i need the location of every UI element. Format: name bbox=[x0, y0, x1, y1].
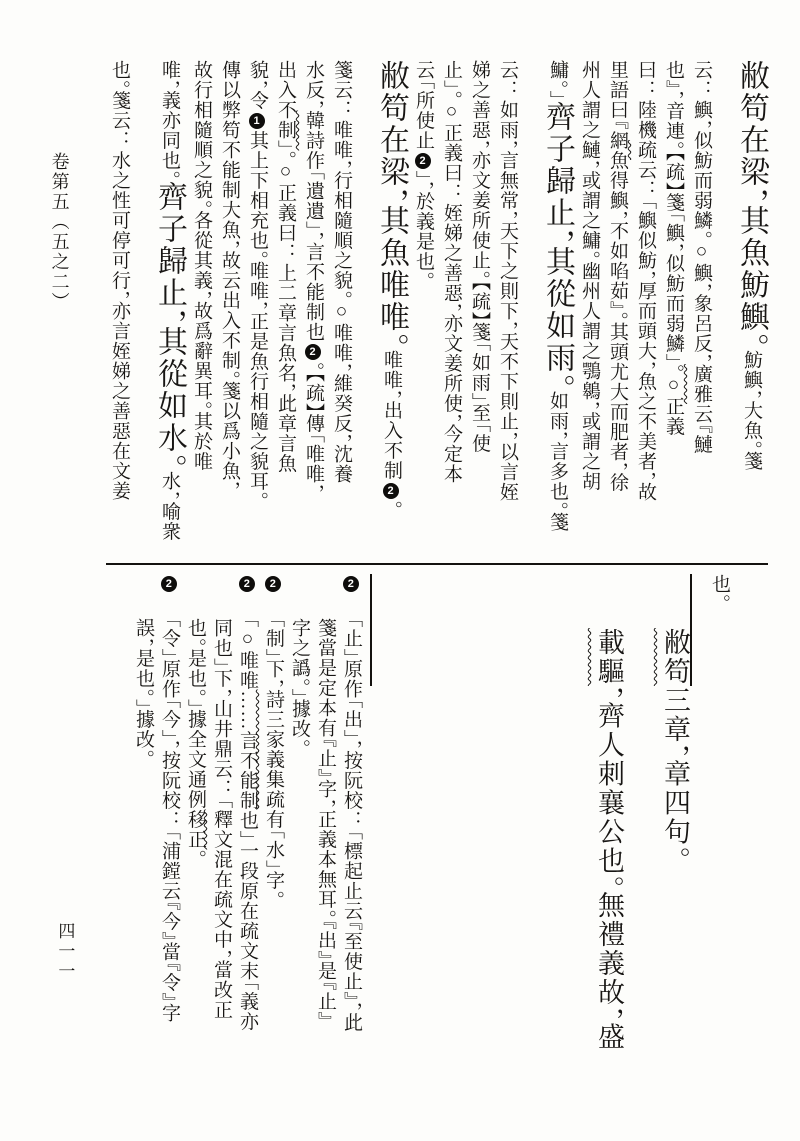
text-column bbox=[438, 60, 464, 562]
bottom-register bbox=[106, 574, 768, 1066]
text-column bbox=[632, 60, 658, 562]
text-column bbox=[206, 574, 232, 1066]
text-run: 齊子歸止，其從如水。 bbox=[153, 181, 186, 471]
text-run: 云「所使止 bbox=[413, 60, 434, 151]
text-run: 齊子歸止，其從如雨。 bbox=[541, 101, 574, 391]
text-run: 云『鰱 bbox=[691, 404, 712, 455]
text-run: 故行相隨順之貌。各從其義，故爲辭異耳。其於唯 bbox=[191, 60, 212, 472]
text-run: 。 bbox=[381, 500, 402, 511]
text-run: 娣之善惡，亦文姜所使止。【疏】箋「如雨」至「使 bbox=[469, 60, 490, 454]
text-column bbox=[328, 60, 354, 562]
text-column bbox=[232, 574, 258, 1066]
text-run: 唯唯，出入不制 bbox=[381, 350, 402, 481]
text-column bbox=[216, 60, 242, 562]
text-run: 也。是也。」據全文通例移正。 bbox=[185, 618, 206, 860]
text-column bbox=[716, 60, 768, 562]
text-run: 鱅。」 bbox=[547, 60, 568, 101]
text-run: 「止」原作「出」，按阮校：「標起止云『至使止』，此 bbox=[341, 618, 362, 1033]
text-run: 字之譌。」據改。 bbox=[289, 618, 310, 750]
text-column bbox=[188, 60, 214, 562]
text-column bbox=[258, 574, 284, 1066]
text-run: 同也」下，山井鼎云：「 bbox=[211, 618, 232, 810]
book-title-text: 詩三家義集疏 bbox=[263, 689, 284, 810]
text-column bbox=[244, 60, 270, 562]
text-run: 三章，章四句。 bbox=[660, 686, 690, 862]
collation-note-marker: 2 bbox=[161, 576, 177, 592]
book-title-text: 釋文 bbox=[211, 809, 232, 850]
text-column bbox=[106, 60, 132, 562]
book-title-text: 載驅 bbox=[594, 628, 624, 686]
page-number: 四一一 bbox=[55, 922, 75, 982]
text-run: 箋云：唯唯，行相隨順之貌。○唯唯，維癸反，沈養 bbox=[331, 60, 352, 484]
text-column bbox=[356, 60, 408, 562]
text-column bbox=[522, 60, 574, 562]
text-run: 如雨，言多也。箋 bbox=[547, 391, 568, 532]
text-column bbox=[410, 60, 436, 562]
register-divider-line bbox=[106, 563, 768, 565]
text-column bbox=[300, 60, 326, 562]
text-column bbox=[604, 60, 630, 562]
collation-note-marker: 2 bbox=[383, 483, 399, 499]
text-column bbox=[154, 574, 180, 1066]
collation-note-marker: 2 bbox=[343, 576, 359, 592]
text-column bbox=[688, 60, 714, 562]
text-run: 作「遺遺」，言不能制也 bbox=[303, 150, 324, 342]
text-column bbox=[494, 60, 520, 562]
text-column bbox=[180, 574, 206, 1066]
text-run: 」，於義是也。 bbox=[413, 170, 434, 282]
text-run: 箋當是定本有『止』字，正義本無耳。『出』是『止』 bbox=[315, 618, 336, 1022]
collation-note-marker: 2 bbox=[239, 576, 255, 592]
text-run: 其上下相充也。唯唯，正是魚行相隨之貌耳。 bbox=[247, 130, 268, 502]
book-title-text: 敝笱 bbox=[660, 628, 690, 686]
text-run: 「令」原作「今」，按阮校：「浦鏜云『今』當『令』字 bbox=[159, 618, 180, 1023]
book-title-text: 疏 bbox=[635, 140, 656, 160]
book-title-text: 韓詩 bbox=[303, 110, 324, 151]
text-column bbox=[310, 574, 336, 1066]
text-run: 也。 bbox=[709, 574, 730, 605]
text-column bbox=[660, 60, 686, 562]
text-run: 出入不制」。○正義曰：上二章言魚名，此章言魚 bbox=[275, 60, 296, 474]
text-column bbox=[284, 574, 310, 1066]
text-run: 。【疏】傳「唯唯， bbox=[303, 362, 324, 495]
carryover-text-column bbox=[704, 574, 730, 1066]
text-run: 唯，義亦同也。 bbox=[159, 60, 180, 181]
text-run: 魴鱮，大魚。箋 bbox=[741, 350, 762, 471]
text-run: 也。箋云：水之性可停可行，亦言姪娣之善惡在文姜 bbox=[109, 60, 130, 501]
text-run: 「制」下， bbox=[263, 618, 284, 690]
text-run: 也』，音連。【疏】箋「鱮，似魴而弱鱗」。○正義 bbox=[663, 60, 684, 437]
chapter-end-column bbox=[624, 574, 690, 1066]
text-run: 混在疏文中，當改正 bbox=[211, 849, 232, 1020]
text-column bbox=[272, 60, 298, 562]
text-run: 曰：陸機 bbox=[635, 60, 656, 140]
text-run: 止」。○正義曰：姪娣之善惡，亦文姜所使，今定本 bbox=[441, 60, 462, 484]
text-column bbox=[466, 60, 492, 562]
text-run: 云：「鱮似魴，厚而頭大，魚之不美者，故 bbox=[635, 160, 656, 502]
collation-note-marker: 2 bbox=[305, 344, 321, 360]
text-run: 云：如雨，言無常，天下之則下，天不下則止，以言姪 bbox=[497, 60, 518, 502]
book-title-text: 廣雅 bbox=[691, 364, 712, 404]
text-run: ，齊人刺襄公也。無禮義故，盛 bbox=[594, 686, 624, 1052]
text-column bbox=[576, 60, 602, 562]
text-column bbox=[134, 60, 186, 562]
text-column bbox=[128, 574, 154, 1066]
top-register bbox=[106, 60, 768, 562]
text-run: 「○唯唯……言不能制也」一段原在疏文末「義亦 bbox=[237, 618, 258, 1032]
next-poem-preface-column bbox=[558, 574, 624, 1066]
text-run: 水，喻衆 bbox=[159, 471, 180, 542]
text-run: 敝笱在梁，其魚唯唯。 bbox=[375, 60, 408, 350]
text-run: 州人謂之鰱，或謂之鱅。幽州人謂之鶚鷎，或謂之胡 bbox=[579, 60, 600, 492]
collation-divider-line bbox=[370, 574, 372, 686]
text-run: 水反， bbox=[303, 60, 324, 111]
collation-note-marker: 1 bbox=[249, 113, 265, 129]
text-run: 傳以弊笱不能制大魚，故云出入不制。箋以爲小魚， bbox=[219, 60, 240, 492]
volume-label: 卷第五（五之二） bbox=[49, 152, 70, 312]
text-run: 貌，令 bbox=[247, 60, 268, 111]
text-run: 敝笱在梁，其魚魴鱮。 bbox=[735, 60, 768, 350]
text-run: 誤，是也。」據改。 bbox=[133, 618, 154, 760]
collation-notes-block bbox=[128, 574, 362, 1066]
text-run: 云：鱮，似魴而弱鱗。○鱮，象呂反， bbox=[691, 60, 712, 364]
text-column bbox=[336, 574, 362, 1066]
collation-note-marker: 2 bbox=[415, 153, 431, 169]
collation-note-marker: 2 bbox=[265, 576, 281, 592]
section-divider-line bbox=[690, 574, 692, 686]
text-run: 里語曰『網魚得鱮，不如啗茹』。其頭尤大而肥者，徐 bbox=[607, 60, 628, 493]
text-run: 有「水」字。 bbox=[263, 809, 284, 901]
